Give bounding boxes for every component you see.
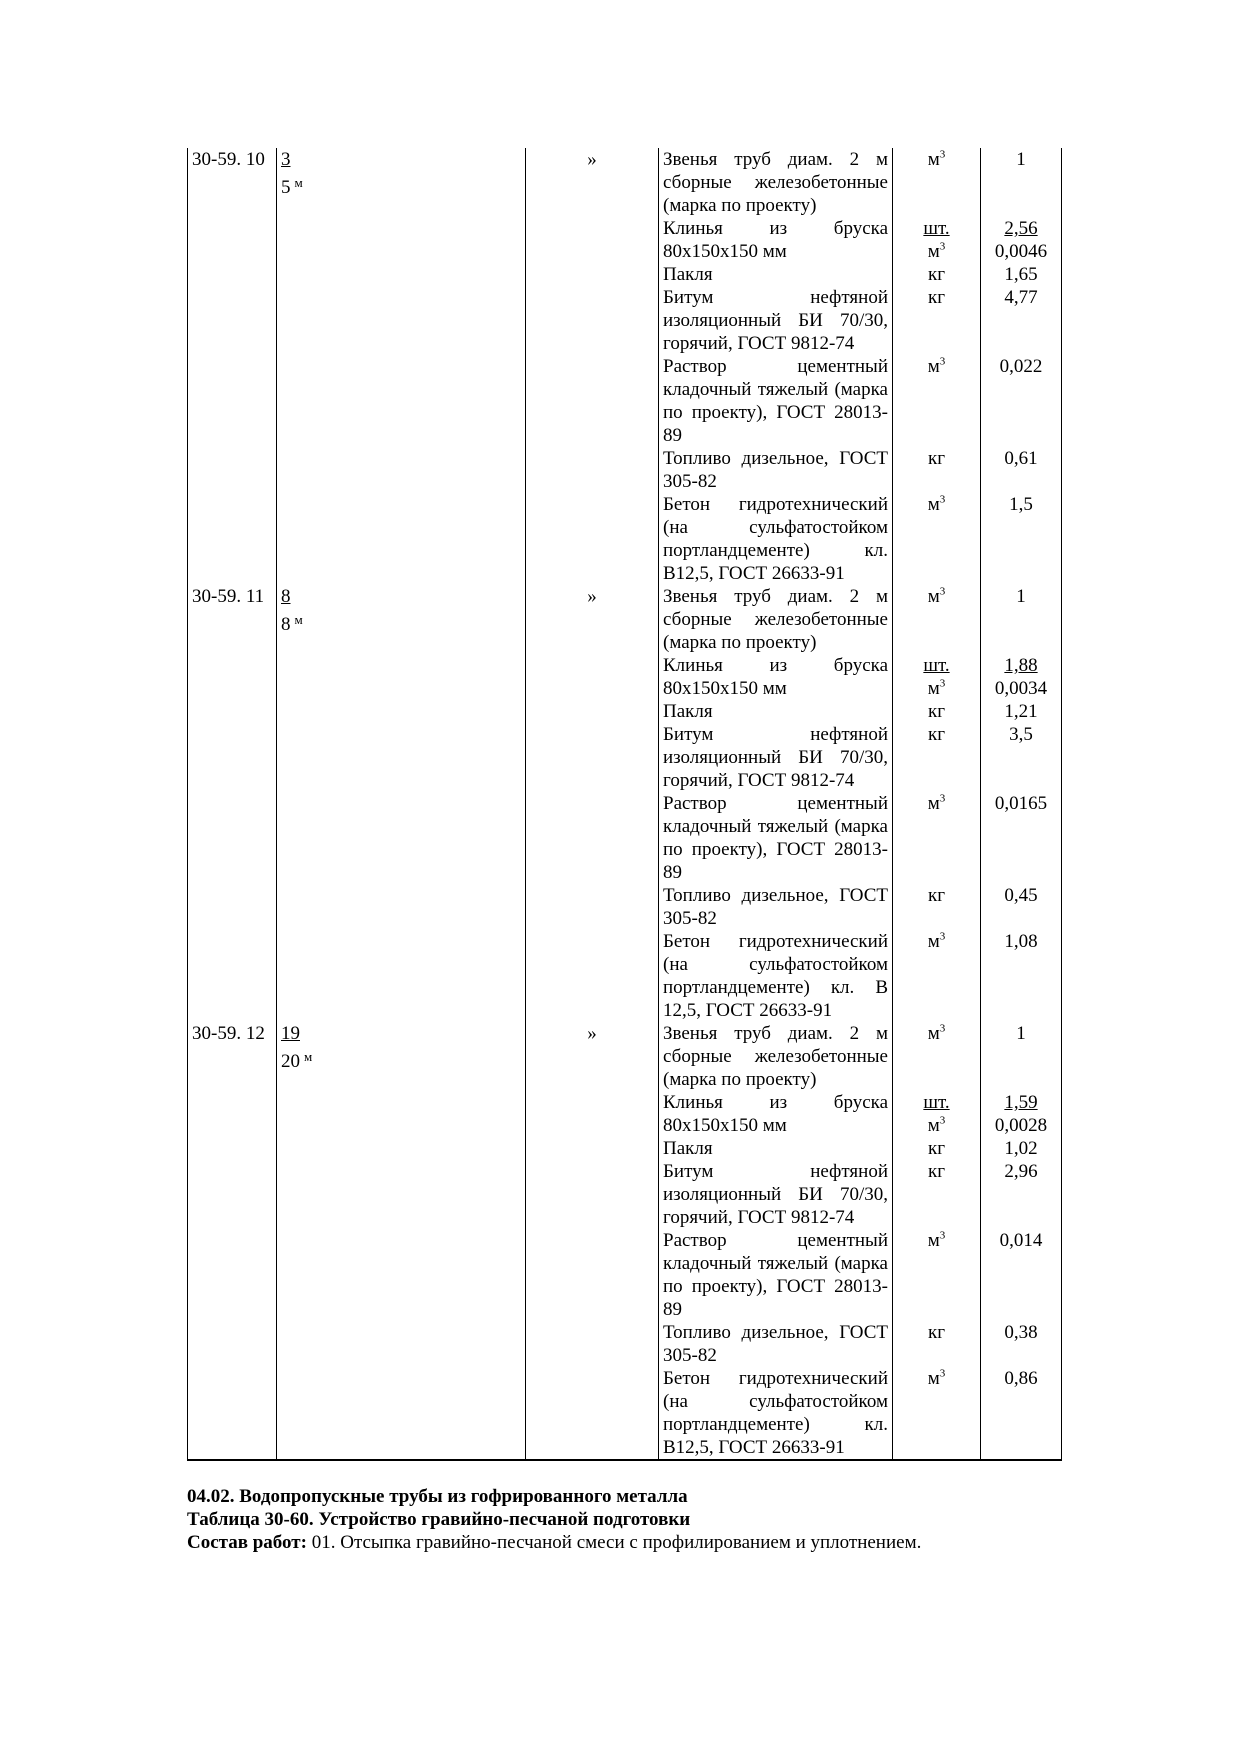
quantity-value: 1,02 bbox=[1004, 1138, 1038, 1159]
unit-line bbox=[895, 1114, 978, 1137]
table-row bbox=[188, 1321, 1062, 1367]
row-ditto-cell bbox=[526, 1022, 659, 1091]
unit-value: м bbox=[927, 793, 940, 814]
row-code-cell bbox=[188, 700, 277, 723]
quantity-cell bbox=[981, 723, 1062, 792]
row-ditto-cell bbox=[526, 1367, 659, 1460]
unit-line bbox=[895, 447, 978, 470]
unit-line bbox=[895, 930, 978, 953]
row-ditto-cell bbox=[526, 723, 659, 792]
unit-superscript: 3 bbox=[939, 585, 946, 598]
unit-cell bbox=[893, 792, 981, 884]
table-row bbox=[188, 884, 1062, 930]
table-row bbox=[188, 355, 1062, 447]
row-ditto-cell bbox=[526, 217, 659, 263]
row-ditto-cell bbox=[526, 930, 659, 1022]
table-row bbox=[188, 286, 1062, 355]
unit-cell bbox=[893, 1229, 981, 1321]
unit-line bbox=[895, 286, 978, 309]
unit-cell bbox=[893, 1137, 981, 1160]
quantity-cell bbox=[981, 286, 1062, 355]
row-fraction-cell bbox=[277, 654, 526, 700]
row-ditto-cell bbox=[526, 1091, 659, 1137]
fraction-numerator: 19 bbox=[281, 1023, 300, 1044]
unit-cell bbox=[893, 447, 981, 493]
unit-value: кг bbox=[927, 1138, 946, 1159]
quantity-value: 0,0165 bbox=[994, 793, 1048, 814]
fraction-denominator-line bbox=[281, 608, 521, 636]
material-name-cell bbox=[659, 1137, 893, 1160]
unit-superscript: 3 bbox=[939, 493, 946, 506]
material-name: Пакля bbox=[663, 1138, 713, 1159]
table-row bbox=[188, 263, 1062, 286]
table-title: Таблица 30-60. Устройство гравийно-песчаной подготовки bbox=[187, 1509, 691, 1530]
row-ditto-cell bbox=[526, 286, 659, 355]
fraction-denominator-line bbox=[281, 1045, 521, 1073]
table-row bbox=[188, 217, 1062, 263]
fraction-denominator-line bbox=[281, 171, 521, 199]
unit-line bbox=[895, 1160, 978, 1183]
row-ditto-cell bbox=[526, 148, 659, 217]
unit-line bbox=[895, 1367, 978, 1390]
row-code-cell bbox=[188, 493, 277, 585]
material-name-cell bbox=[659, 585, 893, 654]
unit-superscript: 3 bbox=[939, 792, 946, 805]
table-row bbox=[188, 723, 1062, 792]
unit-line bbox=[895, 240, 978, 263]
row-code-cell bbox=[188, 148, 277, 217]
row-ditto-cell bbox=[526, 585, 659, 654]
material-name-cell bbox=[659, 217, 893, 263]
table-row bbox=[188, 930, 1062, 1022]
unit-cell bbox=[893, 654, 981, 700]
quantity-cell bbox=[981, 493, 1062, 585]
material-name: Битум нефтяной изоляционный БИ 70/30, горячий, ГОСТ 9812-74 bbox=[663, 724, 888, 791]
unit-line bbox=[895, 493, 978, 516]
material-name: Клинья из бруска 80x150x150 мм bbox=[663, 655, 888, 699]
row-ditto-cell bbox=[526, 884, 659, 930]
fraction-unit: м bbox=[294, 175, 303, 190]
quantity-value: 0,86 bbox=[1004, 1368, 1038, 1389]
unit-line bbox=[895, 792, 978, 815]
quantity-value: 0,45 bbox=[1004, 885, 1038, 906]
table-row bbox=[188, 1229, 1062, 1321]
quantity-value: 0,61 bbox=[1004, 448, 1038, 469]
unit-value: м bbox=[927, 1023, 940, 1044]
quantity-cell bbox=[981, 217, 1062, 263]
row-code-cell bbox=[188, 355, 277, 447]
unit-line bbox=[895, 723, 978, 746]
norm-code: 30-59. 10 bbox=[192, 149, 265, 170]
quantity-cell bbox=[981, 447, 1062, 493]
unit-line bbox=[895, 263, 978, 286]
unit-value: кг bbox=[927, 701, 946, 722]
table-row bbox=[188, 1091, 1062, 1137]
unit-top: шт. bbox=[923, 1092, 950, 1113]
material-name: Звенья труб диам. 2 м сборные железобетонные (марка по проекту) bbox=[663, 149, 888, 216]
material-name: Раствор цементный кладочный тяжелый (марка по проекту), ГОСТ 28013-89 bbox=[663, 793, 888, 883]
material-name-cell bbox=[659, 447, 893, 493]
unit-value: кг bbox=[927, 1161, 946, 1182]
material-name: Клинья из бруска 80x150x150 мм bbox=[663, 218, 888, 262]
quantity-top: 2,56 bbox=[1004, 218, 1038, 239]
unit-value: м bbox=[927, 1230, 940, 1251]
table-row bbox=[188, 792, 1062, 884]
quantity-cell bbox=[981, 654, 1062, 700]
quantity-value: 1,65 bbox=[1004, 264, 1038, 285]
row-ditto-cell bbox=[526, 654, 659, 700]
unit-line bbox=[895, 585, 978, 608]
quantity-value: 0,014 bbox=[999, 1230, 1043, 1251]
row-code-cell bbox=[188, 1022, 277, 1091]
quantity-cell bbox=[981, 930, 1062, 1022]
material-name: Топливо дизельное, ГОСТ 305-82 bbox=[663, 448, 888, 492]
material-name: Топливо дизельное, ГОСТ 305-82 bbox=[663, 885, 888, 929]
quantity-top: 1,88 bbox=[1004, 655, 1038, 676]
material-name-cell bbox=[659, 884, 893, 930]
unit-top: шт. bbox=[923, 655, 950, 676]
row-ditto-cell bbox=[526, 263, 659, 286]
row-code-cell bbox=[188, 1091, 277, 1137]
fraction-denominator: 20 bbox=[281, 1051, 300, 1072]
row-code-cell bbox=[188, 263, 277, 286]
table-row bbox=[188, 585, 1062, 654]
unit-value: кг bbox=[927, 287, 946, 308]
material-name-cell bbox=[659, 355, 893, 447]
unit-value: кг bbox=[927, 724, 946, 745]
row-ditto-cell bbox=[526, 447, 659, 493]
unit-superscript: 3 bbox=[939, 1229, 946, 1242]
row-fraction-cell bbox=[277, 286, 526, 355]
unit-cell bbox=[893, 148, 981, 217]
unit-superscript: 3 bbox=[939, 1114, 946, 1127]
unit-value: кг bbox=[927, 264, 946, 285]
quantity-cell bbox=[981, 1229, 1062, 1321]
material-name: Пакля bbox=[663, 701, 713, 722]
ditto-mark: » bbox=[587, 586, 597, 607]
quantity-cell bbox=[981, 1091, 1062, 1137]
unit-value: м bbox=[927, 586, 940, 607]
section-heading: 04.02. Водопропускные трубы из гофрированного металла bbox=[187, 1486, 688, 1507]
material-name-cell bbox=[659, 792, 893, 884]
row-code-cell bbox=[188, 286, 277, 355]
row-fraction-cell bbox=[277, 355, 526, 447]
table-row bbox=[188, 148, 1062, 217]
unit-superscript: 3 bbox=[939, 930, 946, 943]
unit-cell bbox=[893, 286, 981, 355]
row-fraction-cell bbox=[277, 930, 526, 1022]
row-fraction-cell bbox=[277, 1367, 526, 1460]
quantity-cell bbox=[981, 792, 1062, 884]
unit-cell bbox=[893, 217, 981, 263]
composition-line bbox=[187, 1531, 1087, 1554]
row-fraction-cell bbox=[277, 884, 526, 930]
table-row bbox=[188, 1160, 1062, 1229]
quantity-cell bbox=[981, 700, 1062, 723]
quantity-top: 1,59 bbox=[1004, 1092, 1038, 1113]
unit-value: кг bbox=[927, 1322, 946, 1343]
row-ditto-cell bbox=[526, 493, 659, 585]
quantity-value: 3,5 bbox=[1009, 724, 1033, 745]
table-row bbox=[188, 654, 1062, 700]
unit-value: м bbox=[927, 356, 940, 377]
material-name-cell bbox=[659, 1022, 893, 1091]
quantity-cell bbox=[981, 355, 1062, 447]
fraction-numerator: 8 bbox=[281, 586, 291, 607]
unit-line bbox=[895, 700, 978, 723]
unit-superscript: 3 bbox=[939, 355, 946, 368]
quantity-cell bbox=[981, 1160, 1062, 1229]
unit-cell bbox=[893, 1091, 981, 1137]
row-code-cell bbox=[188, 654, 277, 700]
fraction-unit: м bbox=[294, 612, 303, 627]
material-name: Битум нефтяной изоляционный БИ 70/30, горячий, ГОСТ 9812-74 bbox=[663, 287, 888, 354]
row-code-cell bbox=[188, 1229, 277, 1321]
material-name: Бетон гидротехнический (на сульфатостойком портландцементе) кл. В12,5, ГОСТ 26633-91 bbox=[663, 1368, 888, 1458]
quantity-value: 4,77 bbox=[1004, 287, 1038, 308]
material-name-cell bbox=[659, 930, 893, 1022]
unit-line bbox=[895, 1022, 978, 1045]
fraction-denominator: 5 bbox=[281, 177, 291, 198]
unit-cell bbox=[893, 355, 981, 447]
row-fraction-cell bbox=[277, 700, 526, 723]
row-code-cell bbox=[188, 447, 277, 493]
row-ditto-cell bbox=[526, 1160, 659, 1229]
table-row bbox=[188, 1367, 1062, 1460]
table-row bbox=[188, 700, 1062, 723]
fraction-unit: м bbox=[304, 1049, 313, 1064]
row-fraction-cell bbox=[277, 493, 526, 585]
quantity-value: 1 bbox=[1016, 149, 1026, 170]
material-name-cell bbox=[659, 148, 893, 217]
quantity-value: 0,0034 bbox=[994, 678, 1048, 699]
row-fraction-cell bbox=[277, 585, 526, 654]
quantity-value: 0,38 bbox=[1004, 1322, 1038, 1343]
unit-cell bbox=[893, 493, 981, 585]
material-name: Топливо дизельное, ГОСТ 305-82 bbox=[663, 1322, 888, 1366]
unit-line bbox=[895, 355, 978, 378]
unit-value: м bbox=[927, 241, 940, 262]
materials-table bbox=[187, 148, 1062, 1461]
unit-value: м bbox=[927, 678, 940, 699]
norm-code: 30-59. 12 bbox=[192, 1023, 265, 1044]
row-ditto-cell bbox=[526, 700, 659, 723]
unit-top: шт. bbox=[923, 218, 950, 239]
unit-line bbox=[895, 884, 978, 907]
fraction-denominator: 8 bbox=[281, 614, 291, 635]
unit-superscript: 3 bbox=[939, 1022, 946, 1035]
material-name: Клинья из бруска 80x150x150 мм bbox=[663, 1092, 888, 1136]
row-fraction-cell bbox=[277, 1137, 526, 1160]
row-ditto-cell bbox=[526, 1321, 659, 1367]
unit-value: м bbox=[927, 1115, 940, 1136]
unit-cell bbox=[893, 723, 981, 792]
row-fraction-cell bbox=[277, 1022, 526, 1091]
row-code-cell bbox=[188, 723, 277, 792]
material-name-cell bbox=[659, 263, 893, 286]
unit-value: м bbox=[927, 494, 940, 515]
quantity-value: 1,08 bbox=[1004, 931, 1038, 952]
unit-value: кг bbox=[927, 885, 946, 906]
row-fraction-cell bbox=[277, 217, 526, 263]
unit-superscript: 3 bbox=[939, 148, 946, 161]
row-code-cell bbox=[188, 217, 277, 263]
material-name-cell bbox=[659, 700, 893, 723]
quantity-cell bbox=[981, 1137, 1062, 1160]
unit-value: м bbox=[927, 149, 940, 170]
unit-superscript: 3 bbox=[939, 677, 946, 690]
unit-superscript: 3 bbox=[939, 1367, 946, 1380]
row-fraction-cell bbox=[277, 1229, 526, 1321]
composition-text: 01. Отсыпка гравийно-песчаной смеси с профилированием и уплотнением. bbox=[306, 1532, 922, 1553]
material-name-cell bbox=[659, 493, 893, 585]
material-name-cell bbox=[659, 1091, 893, 1137]
unit-value: м bbox=[927, 1368, 940, 1389]
material-name-cell bbox=[659, 1160, 893, 1229]
norm-code: 30-59. 11 bbox=[192, 586, 265, 607]
row-ditto-cell bbox=[526, 355, 659, 447]
unit-cell bbox=[893, 1367, 981, 1460]
material-name-cell bbox=[659, 1321, 893, 1367]
unit-line bbox=[895, 1321, 978, 1344]
material-name: Раствор цементный кладочный тяжелый (марка по проекту), ГОСТ 28013-89 bbox=[663, 356, 888, 446]
unit-line bbox=[895, 1137, 978, 1160]
unit-value: м bbox=[927, 931, 940, 952]
unit-cell bbox=[893, 585, 981, 654]
unit-value: кг bbox=[927, 448, 946, 469]
table-row bbox=[188, 1022, 1062, 1091]
quantity-cell bbox=[981, 1367, 1062, 1460]
row-code-cell bbox=[188, 1137, 277, 1160]
quantity-value: 1 bbox=[1016, 1023, 1026, 1044]
quantity-value: 0,0028 bbox=[994, 1115, 1048, 1136]
material-name-cell bbox=[659, 286, 893, 355]
quantity-cell bbox=[981, 148, 1062, 217]
row-code-cell bbox=[188, 1367, 277, 1460]
quantity-value: 1 bbox=[1016, 586, 1026, 607]
unit-cell bbox=[893, 1022, 981, 1091]
quantity-cell bbox=[981, 1321, 1062, 1367]
row-fraction-cell bbox=[277, 792, 526, 884]
quantity-value: 0,022 bbox=[999, 356, 1043, 377]
fraction-numerator: 3 bbox=[281, 149, 291, 170]
row-ditto-cell bbox=[526, 1229, 659, 1321]
table-body bbox=[188, 148, 1062, 1460]
material-name: Бетон гидротехнический (на сульфатостойком портландцементе) кл. В12,5, ГОСТ 26633-91 bbox=[663, 494, 888, 584]
section-footer bbox=[187, 1485, 1087, 1554]
row-fraction-cell bbox=[277, 723, 526, 792]
unit-cell bbox=[893, 884, 981, 930]
unit-superscript: 3 bbox=[939, 240, 946, 253]
unit-cell bbox=[893, 700, 981, 723]
table-row bbox=[188, 493, 1062, 585]
table-row bbox=[188, 1137, 1062, 1160]
material-name: Звенья труб диам. 2 м сборные железобетонные (марка по проекту) bbox=[663, 1023, 888, 1090]
material-name: Пакля bbox=[663, 264, 713, 285]
material-name-cell bbox=[659, 654, 893, 700]
row-code-cell bbox=[188, 884, 277, 930]
quantity-cell bbox=[981, 585, 1062, 654]
unit-cell bbox=[893, 1160, 981, 1229]
row-fraction-cell bbox=[277, 148, 526, 217]
quantity-value: 1,21 bbox=[1004, 701, 1038, 722]
quantity-value: 1,5 bbox=[1009, 494, 1033, 515]
row-code-cell bbox=[188, 1160, 277, 1229]
ditto-mark: » bbox=[587, 149, 597, 170]
unit-line bbox=[895, 1229, 978, 1252]
row-code-cell bbox=[188, 792, 277, 884]
material-name: Звенья труб диам. 2 м сборные железобетонные (марка по проекту) bbox=[663, 586, 888, 653]
row-ditto-cell bbox=[526, 1137, 659, 1160]
material-name: Битум нефтяной изоляционный БИ 70/30, горячий, ГОСТ 9812-74 bbox=[663, 1161, 888, 1228]
row-fraction-cell bbox=[277, 263, 526, 286]
row-ditto-cell bbox=[526, 792, 659, 884]
quantity-value: 0,0046 bbox=[994, 241, 1048, 262]
row-code-cell bbox=[188, 585, 277, 654]
row-fraction-cell bbox=[277, 1321, 526, 1367]
material-name: Бетон гидротехнический (на сульфатостойком портландцементе) кл. В 12,5, ГОСТ 26633-91 bbox=[663, 931, 888, 1021]
material-name: Раствор цементный кладочный тяжелый (марка по проекту), ГОСТ 28013-89 bbox=[663, 1230, 888, 1320]
quantity-value: 2,96 bbox=[1004, 1161, 1038, 1182]
material-name-cell bbox=[659, 1367, 893, 1460]
row-fraction-cell bbox=[277, 1091, 526, 1137]
unit-line bbox=[895, 148, 978, 171]
unit-cell bbox=[893, 930, 981, 1022]
row-code-cell bbox=[188, 930, 277, 1022]
row-fraction-cell bbox=[277, 447, 526, 493]
row-fraction-cell bbox=[277, 1160, 526, 1229]
table-row bbox=[188, 447, 1062, 493]
ditto-mark: » bbox=[587, 1023, 597, 1044]
unit-line bbox=[895, 677, 978, 700]
unit-cell bbox=[893, 263, 981, 286]
composition-label: Состав работ: bbox=[187, 1532, 307, 1553]
unit-cell bbox=[893, 1321, 981, 1367]
quantity-cell bbox=[981, 1022, 1062, 1091]
material-name-cell bbox=[659, 1229, 893, 1321]
quantity-cell bbox=[981, 263, 1062, 286]
material-name-cell bbox=[659, 723, 893, 792]
quantity-cell bbox=[981, 884, 1062, 930]
row-code-cell bbox=[188, 1321, 277, 1367]
